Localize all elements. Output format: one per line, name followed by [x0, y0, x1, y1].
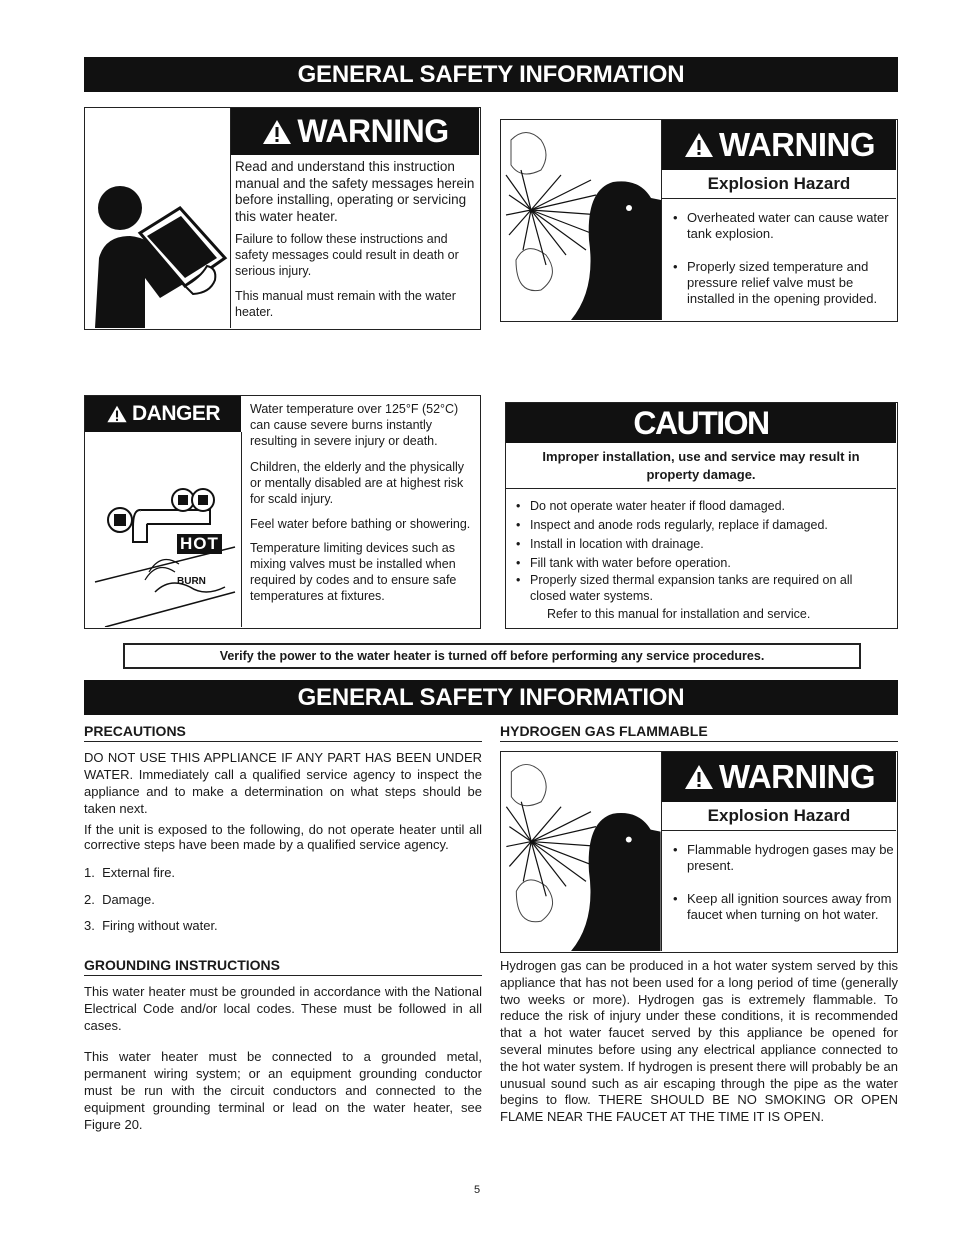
explosion-hazard-subheader-2: Explosion Hazard — [662, 802, 896, 831]
grounding-title: GROUNDING INSTRUCTIONS — [84, 957, 482, 976]
explosion-person-icon — [501, 752, 661, 951]
danger-text-3: Feel water before bathing or showering. — [250, 517, 471, 531]
warning-manual-box — [84, 107, 481, 330]
hot-water-illustration — [85, 432, 242, 627]
list-item: • Overheated water can cause water tank explosion. — [673, 210, 895, 242]
top-banner: GENERAL SAFETY INFORMATION — [84, 57, 898, 92]
warning-triangle-icon — [683, 763, 715, 791]
warning-explosion-header-1 — [662, 120, 896, 170]
caution-subheader: Improper installation, use and service may result in property damage. — [506, 443, 896, 489]
page-number: 5 — [473, 1184, 481, 1196]
explosion-hazard-subheader-1: Explosion Hazard — [662, 170, 896, 199]
warning-manual-text-2: Failure to follow these instructions and safety messages could result in death or serious injury. — [235, 232, 459, 278]
caution-header: CAUTION — [506, 403, 896, 443]
hot-label: HOT — [177, 534, 222, 554]
warning-triangle-icon — [261, 118, 293, 146]
warning-explosion-header-2 — [662, 752, 896, 802]
precautions-title: PRECAUTIONS — [84, 723, 482, 742]
caution-bullets — [516, 498, 891, 604]
warning-triangle-icon — [106, 404, 128, 424]
explosion-bullets-1 — [673, 210, 895, 307]
grounding-text-2: This water heater must be connected to a grounded metal, permanent wiring system; or an equipment grounding conductor must be run with the circuit conductors and connected to the equipment grounding terminal or lead on the water heater, see Figure 20. — [84, 1048, 482, 1132]
precautions-text-1: DO NOT USE THIS APPLIANCE IF ANY PART HAS BEEN UNDER WATER. Immediately call a qualified service agency to inspect the appliance and to make a determination on what steps should be taken next. — [84, 750, 482, 816]
precaution-item: 1. External fire. — [84, 865, 176, 880]
warning-triangle-icon — [683, 131, 715, 159]
list-item: • Properly sized thermal expansion tanks are required on all closed water systems. — [516, 572, 891, 604]
danger-header — [85, 396, 241, 432]
explosion-illustration-1 — [501, 120, 662, 320]
list-item: • Fill tank with water before operation. — [516, 555, 891, 571]
list-item: • Keep all ignition sources away from faucet when turning on hot water. — [673, 891, 895, 923]
precautions-text-2: If the unit is exposed to the following, do not operate heater until all corrective steps have been made by a qualified service agency. — [84, 822, 482, 852]
precaution-item: 3. Firing without water. — [84, 918, 218, 933]
hydrogen-text: Hydrogen gas can be produced in a hot water system served by this appliance that has not been used for a long period of time (generally two weeks or more). Hydrogen gas is extremely flammable. To reduce the risk of injury under these conditions, it is recommended that a hot water faucet served by this appliance be opened for several minutes before using any electrical appliance connected to the hot water system. If hydrogen is present there will probably be an unusual sound such as air escaping through the pipe as the water begins to flow. THERE SHOULD BE NO SMOKING OR OPEN FLAME NEAR THE FAUCET AT THE TIME IT IS OPEN. — [500, 958, 898, 1125]
left-column — [84, 723, 482, 1133]
person-reading-icon — [85, 108, 230, 328]
caution-footer: Refer to this manual for installation and service. — [547, 607, 811, 621]
second-banner: GENERAL SAFETY INFORMATION — [84, 680, 898, 715]
caution-box — [505, 402, 898, 629]
list-item: • Inspect and anode rods regularly, replace if damaged. — [516, 517, 891, 533]
danger-text-4: Temperature limiting devices such as mixing valves must be installed when required by codes and to ensure safe temperatures at fixtures. — [250, 541, 457, 603]
grounding-text-1: This water heater must be grounded in accordance with the National Electrical Code and/or local codes. These must be followed in all cases. — [84, 983, 482, 1033]
warning-manual-text-3: This manual must remain with the water heater. — [235, 289, 456, 319]
precaution-item: 2. Damage. — [84, 891, 155, 907]
explosion-bullets-2 — [673, 842, 895, 923]
list-item: • Flammable hydrogen gases may be present. — [673, 842, 895, 874]
warning-header-text: WARNING — [719, 126, 875, 163]
warning-manual-header — [231, 108, 479, 155]
warning-manual-text-1: Read and understand this instruction manual and the safety messages herein before installing, operating or servicing this water heater. — [235, 159, 475, 224]
explosion-person-icon — [501, 120, 661, 320]
list-item: • Install in location with drainage. — [516, 536, 891, 552]
danger-box — [84, 395, 481, 629]
reading-person-illustration — [85, 108, 231, 328]
warning-explosion-box-1 — [500, 119, 898, 322]
warning-explosion-box-2 — [500, 751, 898, 953]
list-item: • Do not operate water heater if flood damaged. — [516, 498, 891, 514]
verify-power-notice: Verify the power to the water heater is turned off before performing any service procedures. — [123, 643, 861, 669]
hydrogen-title: HYDROGEN GAS FLAMMABLE — [500, 723, 898, 742]
list-item: • Properly sized temperature and pressure relief valve must be installed in the opening provided. — [673, 259, 895, 307]
faucet-hot-icon — [85, 432, 241, 627]
explosion-illustration-2 — [501, 752, 662, 951]
warning-header-text: WARNING — [297, 113, 449, 149]
warning-header-text: WARNING — [719, 758, 875, 795]
danger-text-2: Children, the elderly and the physically or mentally disabled are at highest risk for scald injury. — [250, 460, 465, 506]
danger-text-1: Water temperature over 125°F (52°C) can cause severe burns instantly resulting in severe injury or death. — [250, 402, 459, 448]
danger-header-text: DANGER — [131, 402, 220, 425]
burn-label: BURN — [177, 576, 206, 587]
